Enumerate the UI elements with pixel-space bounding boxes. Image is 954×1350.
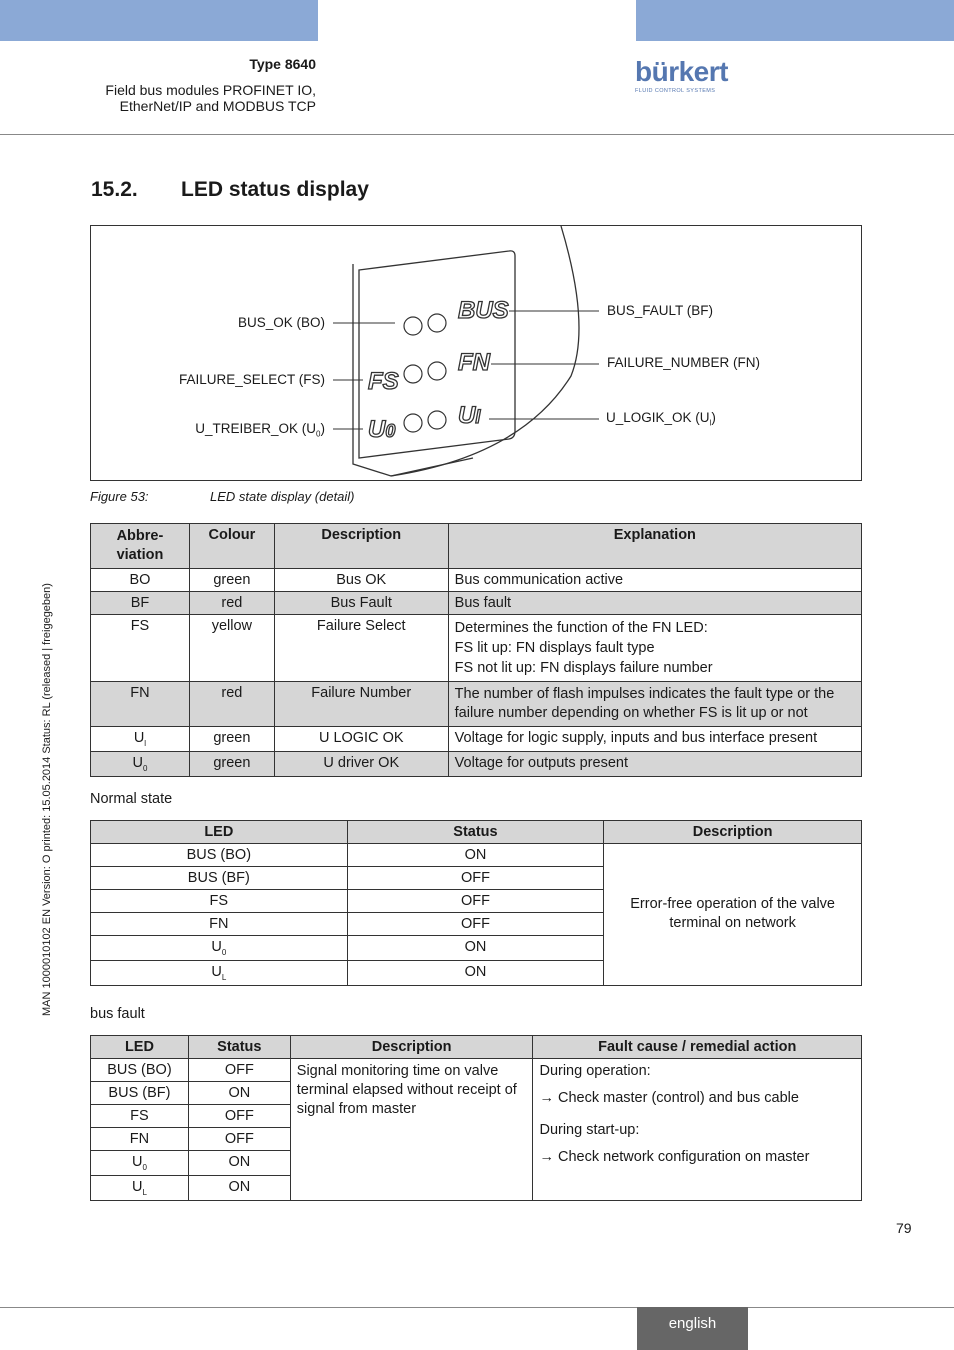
panel-text-ul: Ul: [458, 402, 481, 429]
table-row: BO green Bus OK Bus communication active: [91, 569, 862, 592]
led-figure: [90, 225, 862, 481]
table-row: BUS (BO) OFF Signal monitoring time on valve terminal elapsed without receipt of signal from master During operation: → Check master (control) and bus cable During start-up: → Check network configuration on master: [91, 1059, 862, 1082]
header-explanation: Explanation: [448, 524, 861, 569]
panel-text-bus: BUS: [458, 297, 509, 324]
table-row: $U_l$ green U LOGIC OK Voltage for logic supply, inputs and bus interface present: [91, 727, 862, 752]
table-row: BUS (BF) OFF: [91, 867, 862, 890]
bus-fault-title: bus fault: [90, 1006, 145, 1022]
label-u-logik: U_LOGIK_OK $(U_l)$: [606, 410, 716, 428]
label-bus-fault: BUS_FAULT (BF): [607, 303, 714, 318]
header-abbreviation: Abbre- viation: [91, 524, 190, 569]
label-failure-select: FAILURE_SELECT (FS): [178, 372, 325, 387]
table-row: FN OFF: [91, 1128, 862, 1151]
section-number: 15.2.: [91, 178, 138, 201]
panel-text-fs: FS: [368, 368, 399, 395]
language-tab: english: [637, 1307, 748, 1350]
table-row: $U_L$ ON: [91, 960, 862, 985]
table-header-row: [91, 524, 862, 569]
normal-state-title: Normal state: [90, 791, 173, 807]
label-u-treiber: U_TREIBER_OK $(U_0)$: [195, 421, 325, 439]
document-subtitle: Field bus modules PROFINET IO, EtherNet/IP and MODBUS TCP: [105, 82, 316, 114]
document-type: Type 8640: [249, 56, 316, 72]
table-row: FS OFF: [91, 1105, 862, 1128]
table-header-row: LED Status Description: [91, 821, 862, 844]
header-divider: [0, 134, 954, 135]
side-print-info: MAN 1000010102 EN Version: O printed: 15.05.2014 Status: RL (released | freigegeben): [41, 583, 53, 1016]
header-colour: Colour: [189, 524, 274, 569]
header-bar-left: [0, 0, 318, 41]
label-bus-ok: BUS_OK (BO): [237, 315, 325, 330]
burkert-logo: bürkert FLUID CONTROL SYSTEMS: [635, 56, 728, 94]
section-title: LED status display: [181, 178, 369, 201]
table-row: BUS (BF) ON: [91, 1082, 862, 1105]
label-failure-number: FAILURE_NUMBER (FN): [607, 355, 761, 370]
table-row: $U_0$ ON: [91, 936, 862, 961]
normal-state-table: [90, 820, 862, 986]
table-row: $U_L$ ON: [91, 1175, 862, 1200]
table-header-row: LED Status Description Fault cause / remedial action: [91, 1036, 862, 1059]
bus-fault-table: [90, 1035, 862, 1201]
table-row: $U_0$ ON: [91, 1151, 862, 1176]
footer-divider: [0, 1307, 954, 1308]
panel-text-fn: FN: [458, 349, 490, 376]
header-bar-right: [636, 0, 954, 41]
table-row: BUS (BO) ON Error-free operation of the valve terminal on network: [91, 844, 862, 867]
figure-caption: Figure 53: LED state display (detail): [90, 489, 355, 504]
table-row: FN OFF: [91, 913, 862, 936]
header-description: Description: [274, 524, 448, 569]
table-row: FS OFF: [91, 890, 862, 913]
panel-text-u0: U0: [368, 416, 396, 443]
table-row: $U_0$ green U driver OK Voltage for outputs present: [91, 751, 862, 776]
table-row: FN red Failure Number The number of flash impulses indicates the fault type or the failure number depending on whether FS is lit up or not: [91, 682, 862, 727]
table-row: BF red Bus Fault Bus fault: [91, 592, 862, 615]
page-number: 79: [896, 1220, 912, 1236]
table-row: FS yellow Failure Select Determines the function of the FN LED: FS lit up: FN displays fault type FS not lit up: FN displays failure number: [91, 615, 862, 682]
section-heading: [91, 178, 369, 202]
led-abbreviation-table: [90, 523, 862, 777]
